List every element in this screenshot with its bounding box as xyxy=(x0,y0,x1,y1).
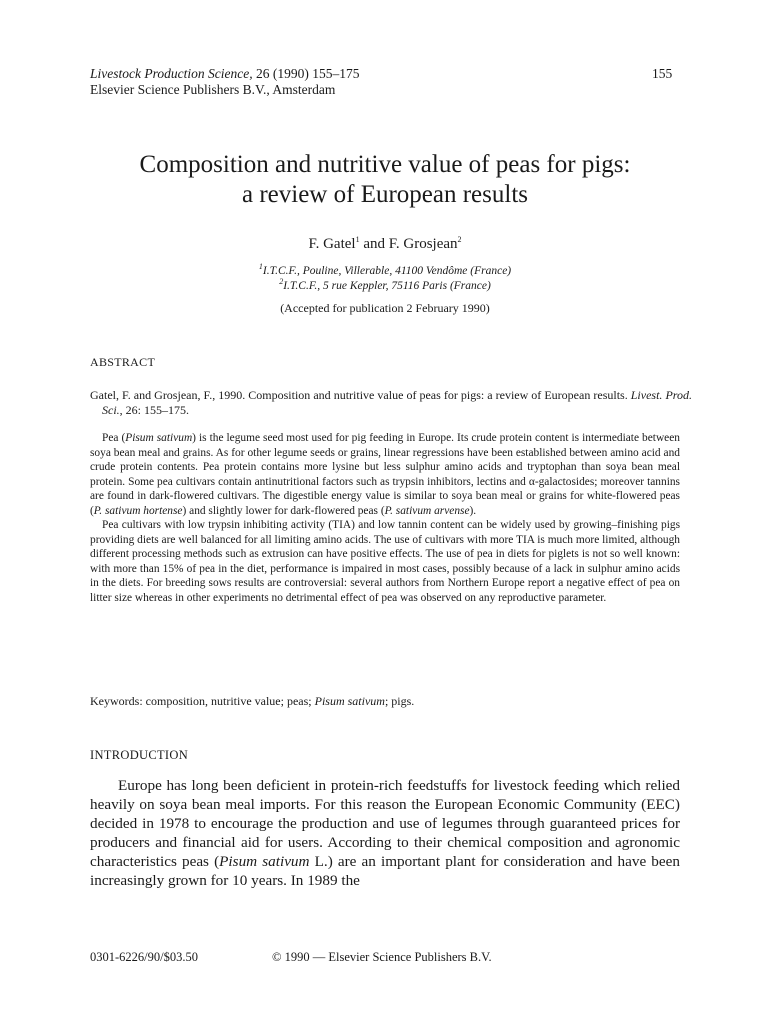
footer-issn: 0301-6226/90/$03.50 xyxy=(90,950,198,964)
abstract-paragraph-2: Pea cultivars with low trypsin inhibiting activity (TIA) and low tannin content can be widely used by growing–finishing pigs providing diets are well balanced for all limiting amino acids. The use of cultivars with more TIA is much more limited, although different processing methods such as extrusion can have positive effects. The use of pea in diets for piglets is not so well known: with more than 15% of pea in the diet, performance is impaired in most cases, possibly because of a lack in sulphur amino acids in the diets. For breeding sows results are controversial: several authors from Northern Europe report a negative effect of pea on litter size whereas in other experiments no detrimental effect of pea was observed on any reproductive parameter. xyxy=(90,519,680,604)
journal-volume: 26 (1990) 155–175 xyxy=(252,66,360,81)
article-title xyxy=(60,150,710,210)
journal-citation-line xyxy=(90,66,359,82)
footer-copyright: © 1990 — Elsevier Science Publishers B.V. xyxy=(272,950,492,964)
abstract-p1-text-b: ) is the legume seed most used for pig feeding in Europe. Its crude protein content is intermediate between soya bean meal and grains. As for other legume seeds or grains, linear regressions have been established between amino acid and crude protein contents. Pea protein contains more lysine but less sulphur amino acids and tryptophan than soya bean meal protein. Some pea cultivars contain antinutritional factors such as trypsin inhibitors, lectins and α-galactosides; moreover tannins are found in dark-flowered cultivars. The digestible energy value is similar to soya bean meal or grains for white-flowered peas ( xyxy=(90,432,680,517)
author-2: F. Grosjean xyxy=(388,236,458,252)
citation-main: Gatel, F. and Grosjean, F., 1990. Composition and nutritive value of peas for pigs: a review of European results. xyxy=(90,388,631,402)
abstract-p1-text-d: ). xyxy=(469,504,477,517)
journal-name: Livestock Production Science, xyxy=(90,66,253,81)
abstract-p1-text-c: ) and slightly lower for dark-flowered peas ( xyxy=(182,504,385,517)
affiliation-2 xyxy=(60,279,710,293)
abstract-heading: ABSTRACT xyxy=(90,355,156,369)
keywords xyxy=(90,694,680,709)
abstract-citation xyxy=(90,388,692,418)
author-conjunction: and xyxy=(359,236,389,252)
abstract-body xyxy=(90,431,680,605)
introduction-text-a: Europe has long been deficient in protein-rich feedstuffs for livestock feeding which relied heavily on soya bean meal imports. For this reason the European Economic Community (EEC) decided in 1978 to encourage the production and use of legumes through guaranteed prices for producers and financial aid for users. According to their chemical composition and agronomic characteristics peas ( xyxy=(90,777,680,871)
affiliation-1 xyxy=(60,264,710,278)
keywords-species: Pisum sativum xyxy=(314,694,385,708)
title-line-1: Composition and nutritive value of peas for pigs: xyxy=(139,151,631,178)
introduction-species: Pisum sativum xyxy=(219,853,310,871)
introduction-paragraph xyxy=(90,776,680,891)
abstract-p1-species: Pisum sativum xyxy=(125,432,193,444)
abstract-paragraph-1 xyxy=(90,431,680,518)
author-line xyxy=(60,236,710,253)
author-1-mark: 1 xyxy=(355,235,360,244)
introduction-heading: INTRODUCTION xyxy=(90,748,189,762)
abstract-p1-hortense: P. sativum hortense xyxy=(93,504,183,517)
title-line-2: a review of European results xyxy=(242,181,528,208)
affiliation-2-text: I.T.C.F., 5 rue Keppler, 75116 Paris (France) xyxy=(283,280,491,292)
keywords-text-a: Keywords: composition, nutritive value; peas; xyxy=(90,694,315,708)
abstract-p1-text-a: Pea ( xyxy=(102,432,126,444)
abstract-p1-arvense: P. sativum arvense xyxy=(384,504,470,517)
keywords-text-b: ; pigs. xyxy=(384,694,415,708)
citation-pages: , 26: 155–175. xyxy=(119,403,190,417)
page-number: 155 xyxy=(652,66,673,81)
author-1: F. Gatel xyxy=(308,236,356,252)
introduction-text-b: L.) are an important plant for consideration and have been increasingly grown for 10 years. In 1989 the xyxy=(90,853,680,890)
introduction-body xyxy=(90,776,680,891)
affiliation-2-mark: 2 xyxy=(279,277,284,287)
author-2-mark: 2 xyxy=(457,235,462,244)
journal-header xyxy=(90,66,359,98)
affiliation-1-text: I.T.C.F., Pouline, Villerable, 41100 Vendôme (France) xyxy=(262,265,512,277)
citation-journal: Livest. Prod. Sci. xyxy=(102,388,693,417)
affiliation-1-mark: 1 xyxy=(258,262,263,272)
accepted-date: (Accepted for publication 2 February 1990) xyxy=(280,301,490,315)
publisher-line: Elsevier Science Publishers B.V., Amsterdam xyxy=(90,82,336,97)
